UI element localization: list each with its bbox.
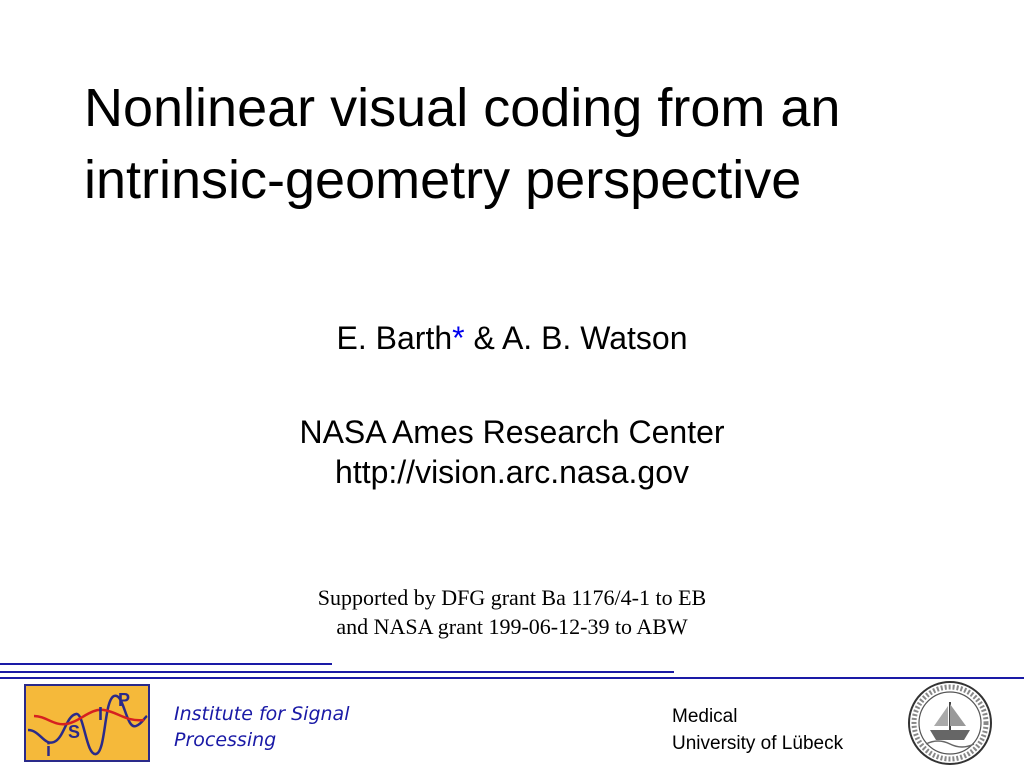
affiliation: NASA Ames Research Center (299, 414, 725, 450)
divider-rule-3 (0, 677, 1024, 679)
authors (0, 318, 1024, 358)
institute-name (174, 701, 349, 753)
institute-line-2: Processing (174, 729, 277, 751)
university-name (672, 703, 843, 757)
institute-line-1: Institute for Signal (174, 703, 350, 725)
affiliation-block (0, 412, 1024, 492)
title-line-1: Nonlinear visual coding from an (84, 78, 841, 138)
grant-line-1: Supported by DFG grant Ba 1176/4-1 to EB (317, 585, 707, 610)
grant-line-2: and NASA grant 199-06-12-39 to ABW (336, 614, 688, 639)
university-line-1: Medical (672, 706, 738, 727)
logo-letter-l: I (98, 704, 104, 724)
logo-letter-i: i (46, 740, 52, 760)
footnote-asterisk: * (452, 320, 465, 356)
slide-title (84, 72, 984, 216)
isip-logo (24, 684, 150, 762)
url-text: http://vision.arc.nasa.gov (335, 454, 689, 490)
divider-rule-1 (0, 663, 332, 665)
red-wave-icon (34, 710, 144, 724)
logo-letter-p: P (118, 690, 131, 710)
title-line-2: intrinsic-geometry perspective (84, 150, 802, 210)
logo-letter-s: S (68, 722, 81, 742)
university-seal-icon (906, 680, 994, 766)
author-watson: & A. B. Watson (464, 320, 688, 356)
divider-rule-2 (0, 671, 674, 673)
author-barth: E. Barth (336, 320, 453, 356)
grant-acknowledgement (0, 583, 1024, 641)
isip-logo-graphic (26, 686, 148, 760)
university-line-2: University of Lübeck (672, 733, 844, 754)
